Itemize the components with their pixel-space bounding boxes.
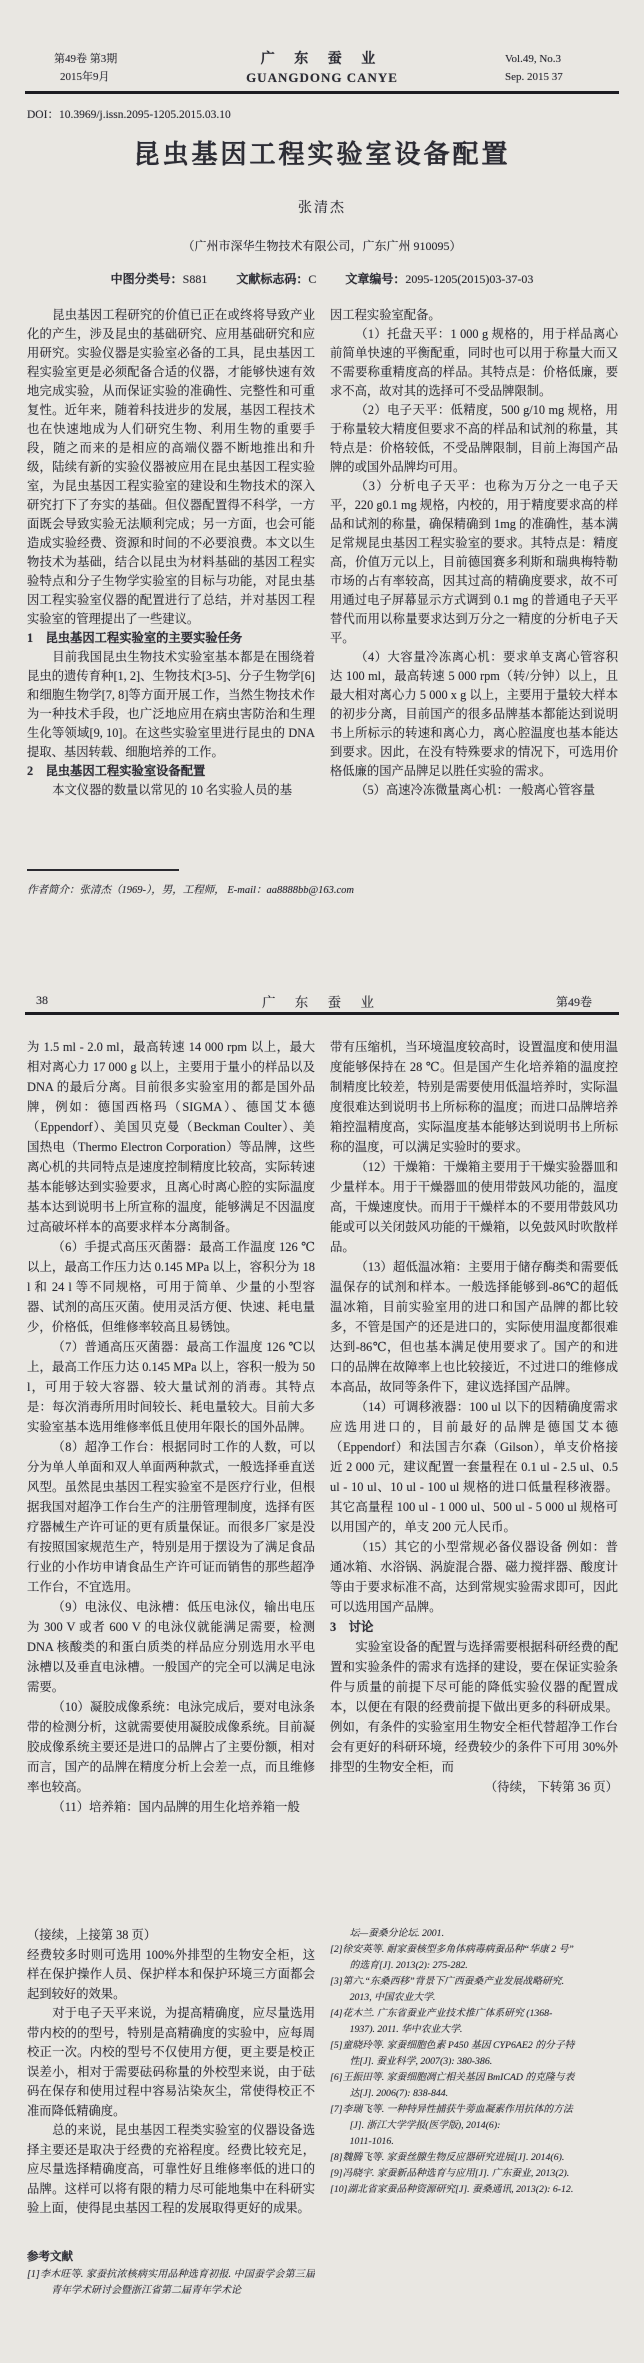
paragraph: （14）可调移液器：100 ul 以下的因精确度需求应选用进口的，目前最好的品牌是德国艾本德（Eppendorf）和法国吉尔森（Gilson），单支价格接近 2 000 元，建议配置一套量程在 0.1 ul - 2.5 ul、0.5 ul - 10 ul、10 ul - 100 ul 规格的进口低量程移液器。其它高量程 100 ul - 1 000 ul、500 ul - 5 000 ul 规格可以用国产的，单支 200 元人民币。 [330, 1400, 618, 1534]
paragraph: 目前我国昆虫生物技术实验室基本都是在围绕着昆虫的遗传育种[1, 2]、生物技术[3-5]、分子生物学[6]和细胞生物学[7, 8]等方面开展工作，当然生物技术作为一种技术手段，也广泛地应用在病虫害防治和生理生化等领域[9, 10]。在这些实验室里进行昆虫的 DNA 提取、基因转载、细胞培养的工作。 [27, 650, 315, 759]
page1-right-column [330, 306, 618, 862]
paragraph: （接续，上接第 38 页） [27, 1928, 157, 1942]
references-heading: 参考文献 [27, 2250, 73, 2263]
reference-line: [2]徐安英等. 耐家蚕核型多角体病毒病蚕品种“华康 2 号” [330, 1944, 574, 1955]
reference-line: 1011-1016. [349, 2136, 394, 2147]
paragraph: （1）托盘天平：1 000 g 规格的，用于样品离心前简单快速的平衡配重，同时也可以用于称量大而又不需要称重精度高的样品。其特点是：价格低廉，要求不高，故对其的选择可不受品牌限制。 [330, 327, 618, 398]
paragraph: （9）电泳仪、电泳槽：低压电泳仪，输出电压为 300 V 或者 600 V 的电泳仪就能满足需要，检测 DNA 核酸类的和蛋白质类的样品应分别选用水平电泳槽以及垂直电泳槽。一般国产的完全可以满足电泳需要。 [27, 1600, 315, 1694]
doi-line: DOI：10.3969/j.issn.2095-1205.2015.03.10 [27, 109, 231, 121]
page1-left-column [27, 306, 315, 862]
page3-left-column [27, 1926, 315, 2346]
reference-line: [4]花木兰. 广东省蚕业产业技术推广体系研究 (1368- [330, 2008, 553, 2019]
continuation-note: （待续， 下转第 36 页） [484, 1780, 618, 1794]
reference-line: [7]李瑞飞等. 一种特异性捕获牛蒡血凝素作用抗体的方法 [330, 2104, 573, 2115]
header-rule [25, 91, 619, 94]
reference-line: 性[J]. 蚕业科学, 2007(3): 380-386. [349, 2056, 493, 2067]
clc-value: S881 [182, 272, 208, 286]
article-id-label: 文章编号： [345, 272, 406, 286]
reference-line: 坛—蚕桑分论坛. 2001. [349, 1928, 445, 1939]
paragraph: 因工程实验室配备。 [330, 308, 441, 322]
paragraph: （2）电子天平：低精度，500 g/10 mg 规格，用于称量较大精度但要求不高的样品和试剂的称量，其特点是：价格较低，不受品牌限制，目前上海国产品牌的或国外品牌均可用。 [330, 403, 618, 474]
paragraph: （15）其它的小型常规必备仪器设备 例如：普通冰箱、水浴锅、涡旋混合器、磁力搅拌器、酸度计等由于要求标准不高，达到常规实验需求即可，因此可以选用国产品牌。 [330, 1540, 618, 1614]
section-heading: 1 昆虫基因工程实验室的主要实验任务 [27, 631, 243, 645]
issue-date-cn: 2015年9月 [60, 71, 110, 83]
page2-left-column [27, 1037, 315, 1885]
issue-date-en: Sep. 2015 37 [505, 71, 563, 83]
paragraph: 实验室设备的配置与选择需要根据科研经费的配置和实验条件的需求有选择的建设，要在保证实验条件与质量的前提下尽可能的降低实验仪器的配置成本，以便在有限的经费前提下做出更多的科研成果。例如，有条件的实验室用生物安全柜代替超净工作台会有更好的科研环境，经费较少的条件下可用 30%外排型的生物安全柜，而 [330, 1640, 618, 1774]
paragraph: 经费较多时则可选用 100%外排型的生物安全柜，这样在保护操作人员、保护样本和保护环境三方面都会起到较好的效果。 [27, 1947, 315, 2001]
paragraph: （12）干燥箱：干燥箱主要用于干燥实验器皿和少量样本。用于干燥器皿的使用带鼓风功能的，温度高，干燥速度快。而用于干燥样本的不要用带鼓风功能或可以关闭鼓风功能的干燥箱，以免鼓风时吹散样品。 [330, 1160, 618, 1254]
article-title: 昆虫基因工程实验室设备配置 [133, 140, 511, 169]
author-name: 张清杰 [298, 201, 346, 216]
paragraph: （13）超低温冰箱：主要用于储存酶类和需要低温保存的试剂和样本。一般选择能够到-86℃的超低温冰箱，目前实验室用的进口和国产品牌的都比较多，不管是国产的还是进口的，实际使用温度都很难达到-86℃，但也基本满足使用要求了。国产的和进口的品牌在故障率上也比较接近，不过进口的维修成本高品，故同等条件下，建议选择国产品牌。 [330, 1260, 618, 1394]
author-bio-footnote: 作者简介：张清杰（1969-），男，工程师， E-mail：aa8888bb@163.com [27, 885, 354, 896]
article-id-value: 2095-1205(2015)03-37-03 [405, 272, 534, 286]
paragraph: （7）普通高压灭菌器：最高工作温度 126 ℃以上，最高工作压力达 0.145 MPa 以上，容积一般为 50 l，可用于较大容器、较大量试剂的消毒。其特点是：每次消毒所用时间较长、耗电量较大。目前大多实验室基本选用维修率低且使用年限长的国外品牌。 [27, 1340, 315, 1434]
paragraph: （6）手提式高压灭菌器：最高工作温度 126 ℃以上，最高工作压力达 0.145 MPa 以上，容积分为 18 l 和 24 l 等不同规格，可用于简单、少量的小型容器、试剂的高压灭菌。使用灵活方便、快速、耗电量少，价格低，但维修率较高且易锈蚀。 [27, 1240, 315, 1334]
reference-line: 2013, 中国农业大学. [349, 1992, 436, 2003]
page2-number: 38 [36, 993, 48, 1007]
reference-line: [5]童晓玲等. 家蚕细胞色素 P450 基因 CYP6AE2 的分子特 [330, 2040, 575, 2051]
issue-volume-en: Vol.49, No.3 [505, 53, 562, 65]
reference-line: [3]第六.“东桑西移”背景下广西蚕桑产业发展战略研究. [330, 1976, 565, 1987]
paragraph: （10）凝胶成像系统：电泳完成后，要对电泳条带的检测分析，这就需要使用凝胶成像系统。目前凝胶成像系统主要还是进口的品牌占了主要份额，相对而言，国产的品牌在精度分析上会差一点，而且维修率也较高。 [27, 1700, 315, 1794]
page2-journal-title: 广 东 蚕 业 [261, 995, 383, 1010]
journal-title-cn: 广 东 蚕 业 [260, 52, 384, 67]
paragraph: 为 1.5 ml - 2.0 ml，最高转速 14 000 rpm 以上，最大相对离心力 17 000 g 以上，主要用于量小的样品以及 DNA 的最后分离。目前很多实验室用的都是国外品牌，例如：德国西格玛（SIGMA）、德国艾本德（Eppendorf）、美国贝克曼（Beckman Coulter）、美国热电（Thermo Electron Corporation）等品牌，这些离心机的共同特点是速度控制精度比较高，实际转速基本能够达到实验要求，且离心时离心腔的实际温度基本达到说明书上所宣称的温度，能够满足不因温度过高破坏样本的高要求样本分离制备。 [27, 1040, 315, 1234]
doc-code-label: 文献标志码： [236, 272, 309, 286]
reference-line: [9]冯晓宇. 家蚕新品种选育与应用[J]. 广东蚕业, 2013(2). [330, 2168, 570, 2179]
issue-volume-cn: 第49卷 第3期 [54, 53, 118, 65]
header-issue-en [505, 50, 617, 86]
reference-line: 达[J]. 2006(7): 838-844. [349, 2088, 449, 2099]
reference-line: [J]. 浙江大学学报(医学版), 2014(6): [349, 2120, 501, 2131]
reference-line: [6]王振田等. 家蚕细胞凋亡相关基因 BmICAD 的克隆与表 [330, 2072, 575, 2083]
reference-line: [8]魏腾飞等. 家蚕丝腺生物反应器研究进展[J]. 2014(6). [330, 2152, 565, 2163]
paragraph: 昆虫基因工程研究的价值已正在或终将导致产业化的产生，涉及昆虫的基础研究、应用基础研究和应用研究。实验仪器是实验室必备的工具，昆虫基因工程实验室更是必须配备合适的仪器，才能够快速有效地完成实验，从而保证实验的准确性、完整性和可重复性。近年来，随着科技进步的发展，基因工程技术也在快速地成为人们研究生物、利用生物的重要手段，随之而来的是相应的高端仪器不断地推出和升级，陆续有新的实验仪器被应用在昆虫基因工程实验室，为昆虫基因工程实验室的建设和生物技术的深入研究打下了夯实的基础。但仪器配置得不科学，一方面既会导致实验无法顺利完成；另一方面，也会可能造成实验经费、资源和时间的不必要浪费。本文以生物技术为基础，结合以昆虫为材料基础的基因工程实验特点和分子生物学实验室的目标与功能，对昆虫基因工程实验室仪器的配置进行了总结，并对基因工程实验室的管理提出了一些建议。 [27, 308, 315, 626]
reference-line: 的选育[J]. 2013(2): 275-282. [349, 1960, 468, 1971]
paragraph: （3）分析电子天平：也称为万分之一电子天平，220 g0.1 mg 规格，内校的，用于精度要求高的样品和试剂的称量，确保精确到 1mg 的准确性，基本满足常规昆虫基因工程实验室的要求。其特点是：精度高，价值万元以上，目前德国赛多利斯和瑞典梅特勒市场的占有率较高，因其过高的精确度要求，故不可用通过电子屏幕显示方式调到 0.1 mg 的普通电子天平替代而用以称量要求达到万分之一精度的分析电子天平。 [330, 479, 618, 645]
page2-right-column [330, 1037, 618, 1885]
page2-volume: 第49卷 [556, 995, 593, 1009]
clc-label: 中图分类号： [110, 272, 183, 286]
paragraph: （8）超净工作台：根据同时工作的人数，可以分为单人单面和双人单面两种款式，一般选择垂直送风型。虽然昆虫基因工程实验室不是医疗行业，但根据我国对超净工作台生产的注册管理制度，选择有医疗器械生产许可证的更有质量保证。而很多厂家是没有按照国家规范生产，特别是用于摆设为了满足食品行业的小作坊申请食品生产许可证而销售的那些超净工作台，不宜选用。 [27, 1440, 315, 1594]
paragraph: （11）培养箱：国内品牌的用生化培养箱一般 [52, 1800, 300, 1814]
paragraph: 带有压缩机，当环境温度较高时，设置温度和使用温度能够保持在 28 ℃。但是国产生化培养箱的温度控制精度比较差，特别是需要使用低温培养时，实际温度很难达到说明书上所标称的温度；而进口品牌培养箱控温精度高，实际温度基本能够达到说明书上所标称的温度，可以满足实验时的要求。 [330, 1040, 618, 1154]
affiliation: （广州市深华生物技术有限公司，广东广州 910095） [182, 239, 462, 253]
paragraph: 总的来说，昆虫基因工程类实验室的仪器设备选择主要还是取决于经费的充裕程度。经费比较充足，应尽量选择精确度高，可靠性好且维修率低的进口的品牌。这样可以将有限的精力尽可能地集中在科研实验上面，使得昆虫基因工程的发展取得更好的成果。 [27, 2123, 315, 2215]
paragraph: （5）高速冷冻微量离心机：一般离心管容量 [355, 783, 595, 797]
footnote-rule [27, 869, 179, 871]
section-heading: 3 讨论 [330, 1620, 374, 1634]
reference-entry: [1]李木旺等. 家蚕抗浓核病实用品种选育初报. 中国蚕学会第三届青年学术研讨会暨浙江省第二届青年学术论 [27, 2269, 315, 2296]
doc-code-value: C [308, 272, 317, 286]
reference-line: 1937). 2011. 华中农业大学. [349, 2024, 463, 2035]
paragraph: （4）大容量冷冻离心机：要求单支离心管容积达 100 ml，最高转速 5 000 rpm（转/分钟）以上，且最大相对离心力 5 000 x g 以上，主要用于量较大样本的初步分离，目前国产的很多品牌基本都能达到说明书上所标示的转速和离心力，离心腔温度也基本能达到要求。因此，在没有特殊要求的情况下，可选用价格低廉的国产品牌足以胜任实验的需求。 [330, 650, 618, 778]
article-meta-line [0, 270, 644, 287]
paragraph: 本文仪器的数量以常见的 10 名实验人员的基 [52, 783, 292, 797]
reference-line: [10]湖北省家蚕品种资源研究[J]. 蚕桑通讯, 2013(2): 6-12. [330, 2184, 574, 2195]
page3-reference-column [330, 1926, 618, 2346]
journal-title-en: GUANGDONG CANYE [246, 70, 398, 85]
paragraph: 对于电子天平来说，为提高精确度，应尽量选用带内校的的型号，特别是高精确度的实验中，应每周校正一次。内校的型号不仅使用方便，更主要是校正误差小，相对于需要砝码称量的外校型来说，由于砝码在保存和使用过程中容易沾染灰尘，常使得校正不准而降低精确度。 [27, 2006, 315, 2118]
section-heading: 2 昆虫基因工程实验室设备配置 [27, 764, 206, 778]
page2-header-rule [25, 1012, 619, 1015]
